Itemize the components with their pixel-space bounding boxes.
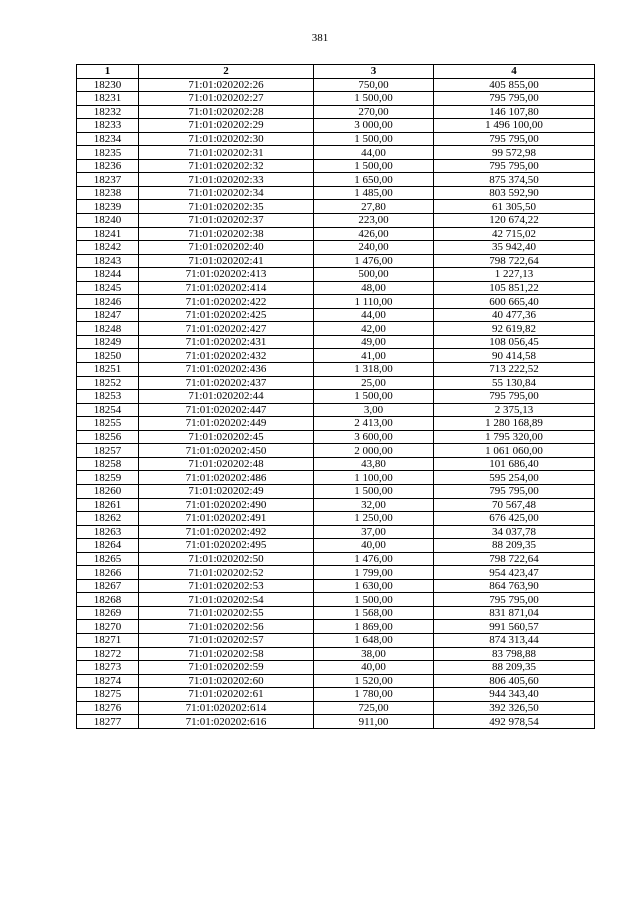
row-number-cell: 18260 [77,484,139,498]
area-cell: 41,00 [314,349,434,363]
table-row [77,119,595,133]
row-number-cell: 18245 [77,281,139,295]
area-cell: 1 780,00 [314,688,434,702]
row-number-cell: 18236 [77,159,139,173]
table-row [77,620,595,634]
area-cell: 3,00 [314,403,434,417]
cadastral-number-cell: 71:01:020202:422 [139,295,314,309]
table-row [77,606,595,620]
row-number-cell: 18267 [77,579,139,593]
table-row [77,674,595,688]
row-number-cell: 18257 [77,444,139,458]
value-cell: 90 414,58 [434,349,595,363]
table-row [77,241,595,255]
table-row [77,552,595,566]
area-cell: 500,00 [314,268,434,282]
value-cell: 120 674,22 [434,214,595,228]
area-cell: 43,80 [314,457,434,471]
value-cell: 795 795,00 [434,593,595,607]
row-number-cell: 18247 [77,308,139,322]
table-row [77,92,595,106]
table-row [77,593,595,607]
row-number-cell: 18233 [77,119,139,133]
table-row [77,322,595,336]
area-cell: 240,00 [314,241,434,255]
table-header-row [77,65,595,79]
row-number-cell: 18230 [77,78,139,92]
area-cell: 44,00 [314,308,434,322]
area-cell: 1 500,00 [314,484,434,498]
row-number-cell: 18246 [77,295,139,309]
row-number-cell: 18259 [77,471,139,485]
cadastral-number-cell: 71:01:020202:48 [139,457,314,471]
table-row [77,254,595,268]
cadastral-number-cell: 71:01:020202:486 [139,471,314,485]
value-cell: 944 343,40 [434,688,595,702]
row-number-cell: 18243 [77,254,139,268]
cadastral-number-cell: 71:01:020202:31 [139,146,314,160]
row-number-cell: 18242 [77,241,139,255]
cadastral-number-cell: 71:01:020202:49 [139,484,314,498]
area-cell: 25,00 [314,376,434,390]
value-cell: 105 851,22 [434,281,595,295]
cadastral-number-cell: 71:01:020202:413 [139,268,314,282]
area-cell: 1 799,00 [314,566,434,580]
cadastral-number-cell: 71:01:020202:616 [139,715,314,729]
table-row [77,512,595,526]
row-number-cell: 18270 [77,620,139,634]
row-number-cell: 18240 [77,214,139,228]
row-number-cell: 18250 [77,349,139,363]
value-cell: 83 798,88 [434,647,595,661]
value-cell: 795 795,00 [434,159,595,173]
cadastral-number-cell: 71:01:020202:33 [139,173,314,187]
table-row [77,227,595,241]
column-header: 2 [139,65,314,79]
value-cell: 61 305,50 [434,200,595,214]
area-cell: 27,80 [314,200,434,214]
value-cell: 2 375,13 [434,403,595,417]
cadastral-number-cell: 71:01:020202:57 [139,633,314,647]
table-row [77,661,595,675]
row-number-cell: 18276 [77,701,139,715]
cadastral-number-cell: 71:01:020202:44 [139,390,314,404]
cadastral-number-cell: 71:01:020202:414 [139,281,314,295]
table-row [77,417,595,431]
area-cell: 1 110,00 [314,295,434,309]
column-header: 4 [434,65,595,79]
value-cell: 42 715,02 [434,227,595,241]
value-cell: 1 795 320,00 [434,430,595,444]
area-cell: 42,00 [314,322,434,336]
row-number-cell: 18249 [77,335,139,349]
value-cell: 88 209,35 [434,661,595,675]
row-number-cell: 18256 [77,430,139,444]
table-row [77,308,595,322]
row-number-cell: 18263 [77,525,139,539]
area-cell: 48,00 [314,281,434,295]
table-row [77,444,595,458]
value-cell: 795 795,00 [434,92,595,106]
area-cell: 1 318,00 [314,363,434,377]
value-cell: 864 763,90 [434,579,595,593]
table-row [77,579,595,593]
value-cell: 88 209,35 [434,539,595,553]
column-header: 1 [77,65,139,79]
area-cell: 750,00 [314,78,434,92]
area-cell: 1 476,00 [314,552,434,566]
table-row [77,484,595,498]
cadastral-number-cell: 71:01:020202:40 [139,241,314,255]
cadastral-number-cell: 71:01:020202:59 [139,661,314,675]
value-cell: 40 477,36 [434,308,595,322]
value-cell: 108 056,45 [434,335,595,349]
row-number-cell: 18255 [77,417,139,431]
cadastral-number-cell: 71:01:020202:55 [139,606,314,620]
value-cell: 954 423,47 [434,566,595,580]
area-cell: 1 500,00 [314,132,434,146]
area-cell: 1 100,00 [314,471,434,485]
value-cell: 795 795,00 [434,484,595,498]
cadastral-number-cell: 71:01:020202:54 [139,593,314,607]
table-row [77,498,595,512]
row-number-cell: 18275 [77,688,139,702]
cadastral-number-cell: 71:01:020202:29 [139,119,314,133]
cadastral-number-cell: 71:01:020202:425 [139,308,314,322]
table-row [77,701,595,715]
table-row [77,132,595,146]
value-cell: 1 061 060,00 [434,444,595,458]
row-number-cell: 18268 [77,593,139,607]
cadastral-number-cell: 71:01:020202:53 [139,579,314,593]
table-row [77,173,595,187]
value-cell: 806 405,60 [434,674,595,688]
value-cell: 92 619,82 [434,322,595,336]
value-cell: 676 425,00 [434,512,595,526]
cadastral-number-cell: 71:01:020202:30 [139,132,314,146]
area-cell: 1 630,00 [314,579,434,593]
value-cell: 55 130,84 [434,376,595,390]
area-cell: 1 500,00 [314,593,434,607]
table-row [77,268,595,282]
row-number-cell: 18272 [77,647,139,661]
value-cell: 146 107,80 [434,105,595,119]
cadastral-number-cell: 71:01:020202:41 [139,254,314,268]
area-cell: 32,00 [314,498,434,512]
row-number-cell: 18248 [77,322,139,336]
cadastral-number-cell: 71:01:020202:437 [139,376,314,390]
row-number-cell: 18232 [77,105,139,119]
area-cell: 37,00 [314,525,434,539]
area-cell: 1 500,00 [314,390,434,404]
table-row [77,390,595,404]
table-row [77,715,595,729]
value-cell: 405 855,00 [434,78,595,92]
area-cell: 270,00 [314,105,434,119]
registry-table [76,64,595,729]
value-cell: 34 037,78 [434,525,595,539]
cadastral-number-cell: 71:01:020202:28 [139,105,314,119]
row-number-cell: 18264 [77,539,139,553]
table-row [77,376,595,390]
area-cell: 40,00 [314,539,434,553]
cadastral-number-cell: 71:01:020202:37 [139,214,314,228]
row-number-cell: 18253 [77,390,139,404]
cadastral-number-cell: 71:01:020202:45 [139,430,314,444]
value-cell: 798 722,64 [434,254,595,268]
row-number-cell: 18231 [77,92,139,106]
value-cell: 991 560,57 [434,620,595,634]
cadastral-number-cell: 71:01:020202:61 [139,688,314,702]
table-row [77,146,595,160]
table-row [77,349,595,363]
area-cell: 1 520,00 [314,674,434,688]
table-row [77,403,595,417]
table-row [77,539,595,553]
area-cell: 3 000,00 [314,119,434,133]
table-row [77,633,595,647]
table-row [77,78,595,92]
table-row [77,295,595,309]
row-number-cell: 18244 [77,268,139,282]
area-cell: 223,00 [314,214,434,228]
cadastral-number-cell: 71:01:020202:27 [139,92,314,106]
table-body [77,78,595,728]
value-cell: 101 686,40 [434,457,595,471]
area-cell: 1 568,00 [314,606,434,620]
cadastral-number-cell: 71:01:020202:495 [139,539,314,553]
table-row [77,430,595,444]
area-cell: 1 250,00 [314,512,434,526]
cadastral-number-cell: 71:01:020202:447 [139,403,314,417]
area-cell: 49,00 [314,335,434,349]
cadastral-number-cell: 71:01:020202:26 [139,78,314,92]
cadastral-number-cell: 71:01:020202:490 [139,498,314,512]
cadastral-number-cell: 71:01:020202:432 [139,349,314,363]
row-number-cell: 18239 [77,200,139,214]
area-cell: 725,00 [314,701,434,715]
area-cell: 1 485,00 [314,186,434,200]
table-row [77,281,595,295]
table-row [77,186,595,200]
cadastral-number-cell: 71:01:020202:34 [139,186,314,200]
cadastral-number-cell: 71:01:020202:436 [139,363,314,377]
value-cell: 600 665,40 [434,295,595,309]
row-number-cell: 18254 [77,403,139,417]
row-number-cell: 18266 [77,566,139,580]
value-cell: 99 572,98 [434,146,595,160]
row-number-cell: 18277 [77,715,139,729]
table-row [77,647,595,661]
row-number-cell: 18271 [77,633,139,647]
cadastral-number-cell: 71:01:020202:492 [139,525,314,539]
area-cell: 2 413,00 [314,417,434,431]
table-row [77,159,595,173]
cadastral-number-cell: 71:01:020202:35 [139,200,314,214]
area-cell: 1 500,00 [314,159,434,173]
cadastral-number-cell: 71:01:020202:56 [139,620,314,634]
row-number-cell: 18237 [77,173,139,187]
area-cell: 38,00 [314,647,434,661]
value-cell: 874 313,44 [434,633,595,647]
area-cell: 911,00 [314,715,434,729]
table-row [77,363,595,377]
table-row [77,525,595,539]
row-number-cell: 18274 [77,674,139,688]
value-cell: 1 227,13 [434,268,595,282]
table-row [77,105,595,119]
row-number-cell: 18261 [77,498,139,512]
area-cell: 1 648,00 [314,633,434,647]
table-row [77,688,595,702]
area-cell: 1 869,00 [314,620,434,634]
row-number-cell: 18258 [77,457,139,471]
row-number-cell: 18269 [77,606,139,620]
value-cell: 595 254,00 [434,471,595,485]
value-cell: 70 567,48 [434,498,595,512]
area-cell: 1 650,00 [314,173,434,187]
table-row [77,471,595,485]
cadastral-number-cell: 71:01:020202:491 [139,512,314,526]
cadastral-number-cell: 71:01:020202:60 [139,674,314,688]
value-cell: 1 496 100,00 [434,119,595,133]
row-number-cell: 18273 [77,661,139,675]
cadastral-number-cell: 71:01:020202:449 [139,417,314,431]
value-cell: 803 592,90 [434,186,595,200]
cadastral-number-cell: 71:01:020202:52 [139,566,314,580]
table-row [77,335,595,349]
area-cell: 40,00 [314,661,434,675]
area-cell: 2 000,00 [314,444,434,458]
area-cell: 1 500,00 [314,92,434,106]
row-number-cell: 18234 [77,132,139,146]
table-row [77,200,595,214]
value-cell: 1 280 168,89 [434,417,595,431]
row-number-cell: 18265 [77,552,139,566]
table-row [77,457,595,471]
value-cell: 831 871,04 [434,606,595,620]
value-cell: 492 978,54 [434,715,595,729]
cadastral-number-cell: 71:01:020202:427 [139,322,314,336]
value-cell: 35 942,40 [434,241,595,255]
cadastral-number-cell: 71:01:020202:32 [139,159,314,173]
value-cell: 392 326,50 [434,701,595,715]
row-number-cell: 18241 [77,227,139,241]
value-cell: 795 795,00 [434,390,595,404]
row-number-cell: 18262 [77,512,139,526]
value-cell: 795 795,00 [434,132,595,146]
cadastral-number-cell: 71:01:020202:50 [139,552,314,566]
cadastral-number-cell: 71:01:020202:614 [139,701,314,715]
area-cell: 1 476,00 [314,254,434,268]
page-number: 381 [311,32,329,44]
cadastral-number-cell: 71:01:020202:38 [139,227,314,241]
cadastral-number-cell: 71:01:020202:58 [139,647,314,661]
value-cell: 798 722,64 [434,552,595,566]
column-header: 3 [314,65,434,79]
cadastral-number-cell: 71:01:020202:431 [139,335,314,349]
table-row [77,214,595,228]
area-cell: 426,00 [314,227,434,241]
area-cell: 44,00 [314,146,434,160]
cadastral-number-cell: 71:01:020202:450 [139,444,314,458]
area-cell: 3 600,00 [314,430,434,444]
row-number-cell: 18252 [77,376,139,390]
row-number-cell: 18235 [77,146,139,160]
row-number-cell: 18238 [77,186,139,200]
table-row [77,566,595,580]
value-cell: 713 222,52 [434,363,595,377]
value-cell: 875 374,50 [434,173,595,187]
row-number-cell: 18251 [77,363,139,377]
